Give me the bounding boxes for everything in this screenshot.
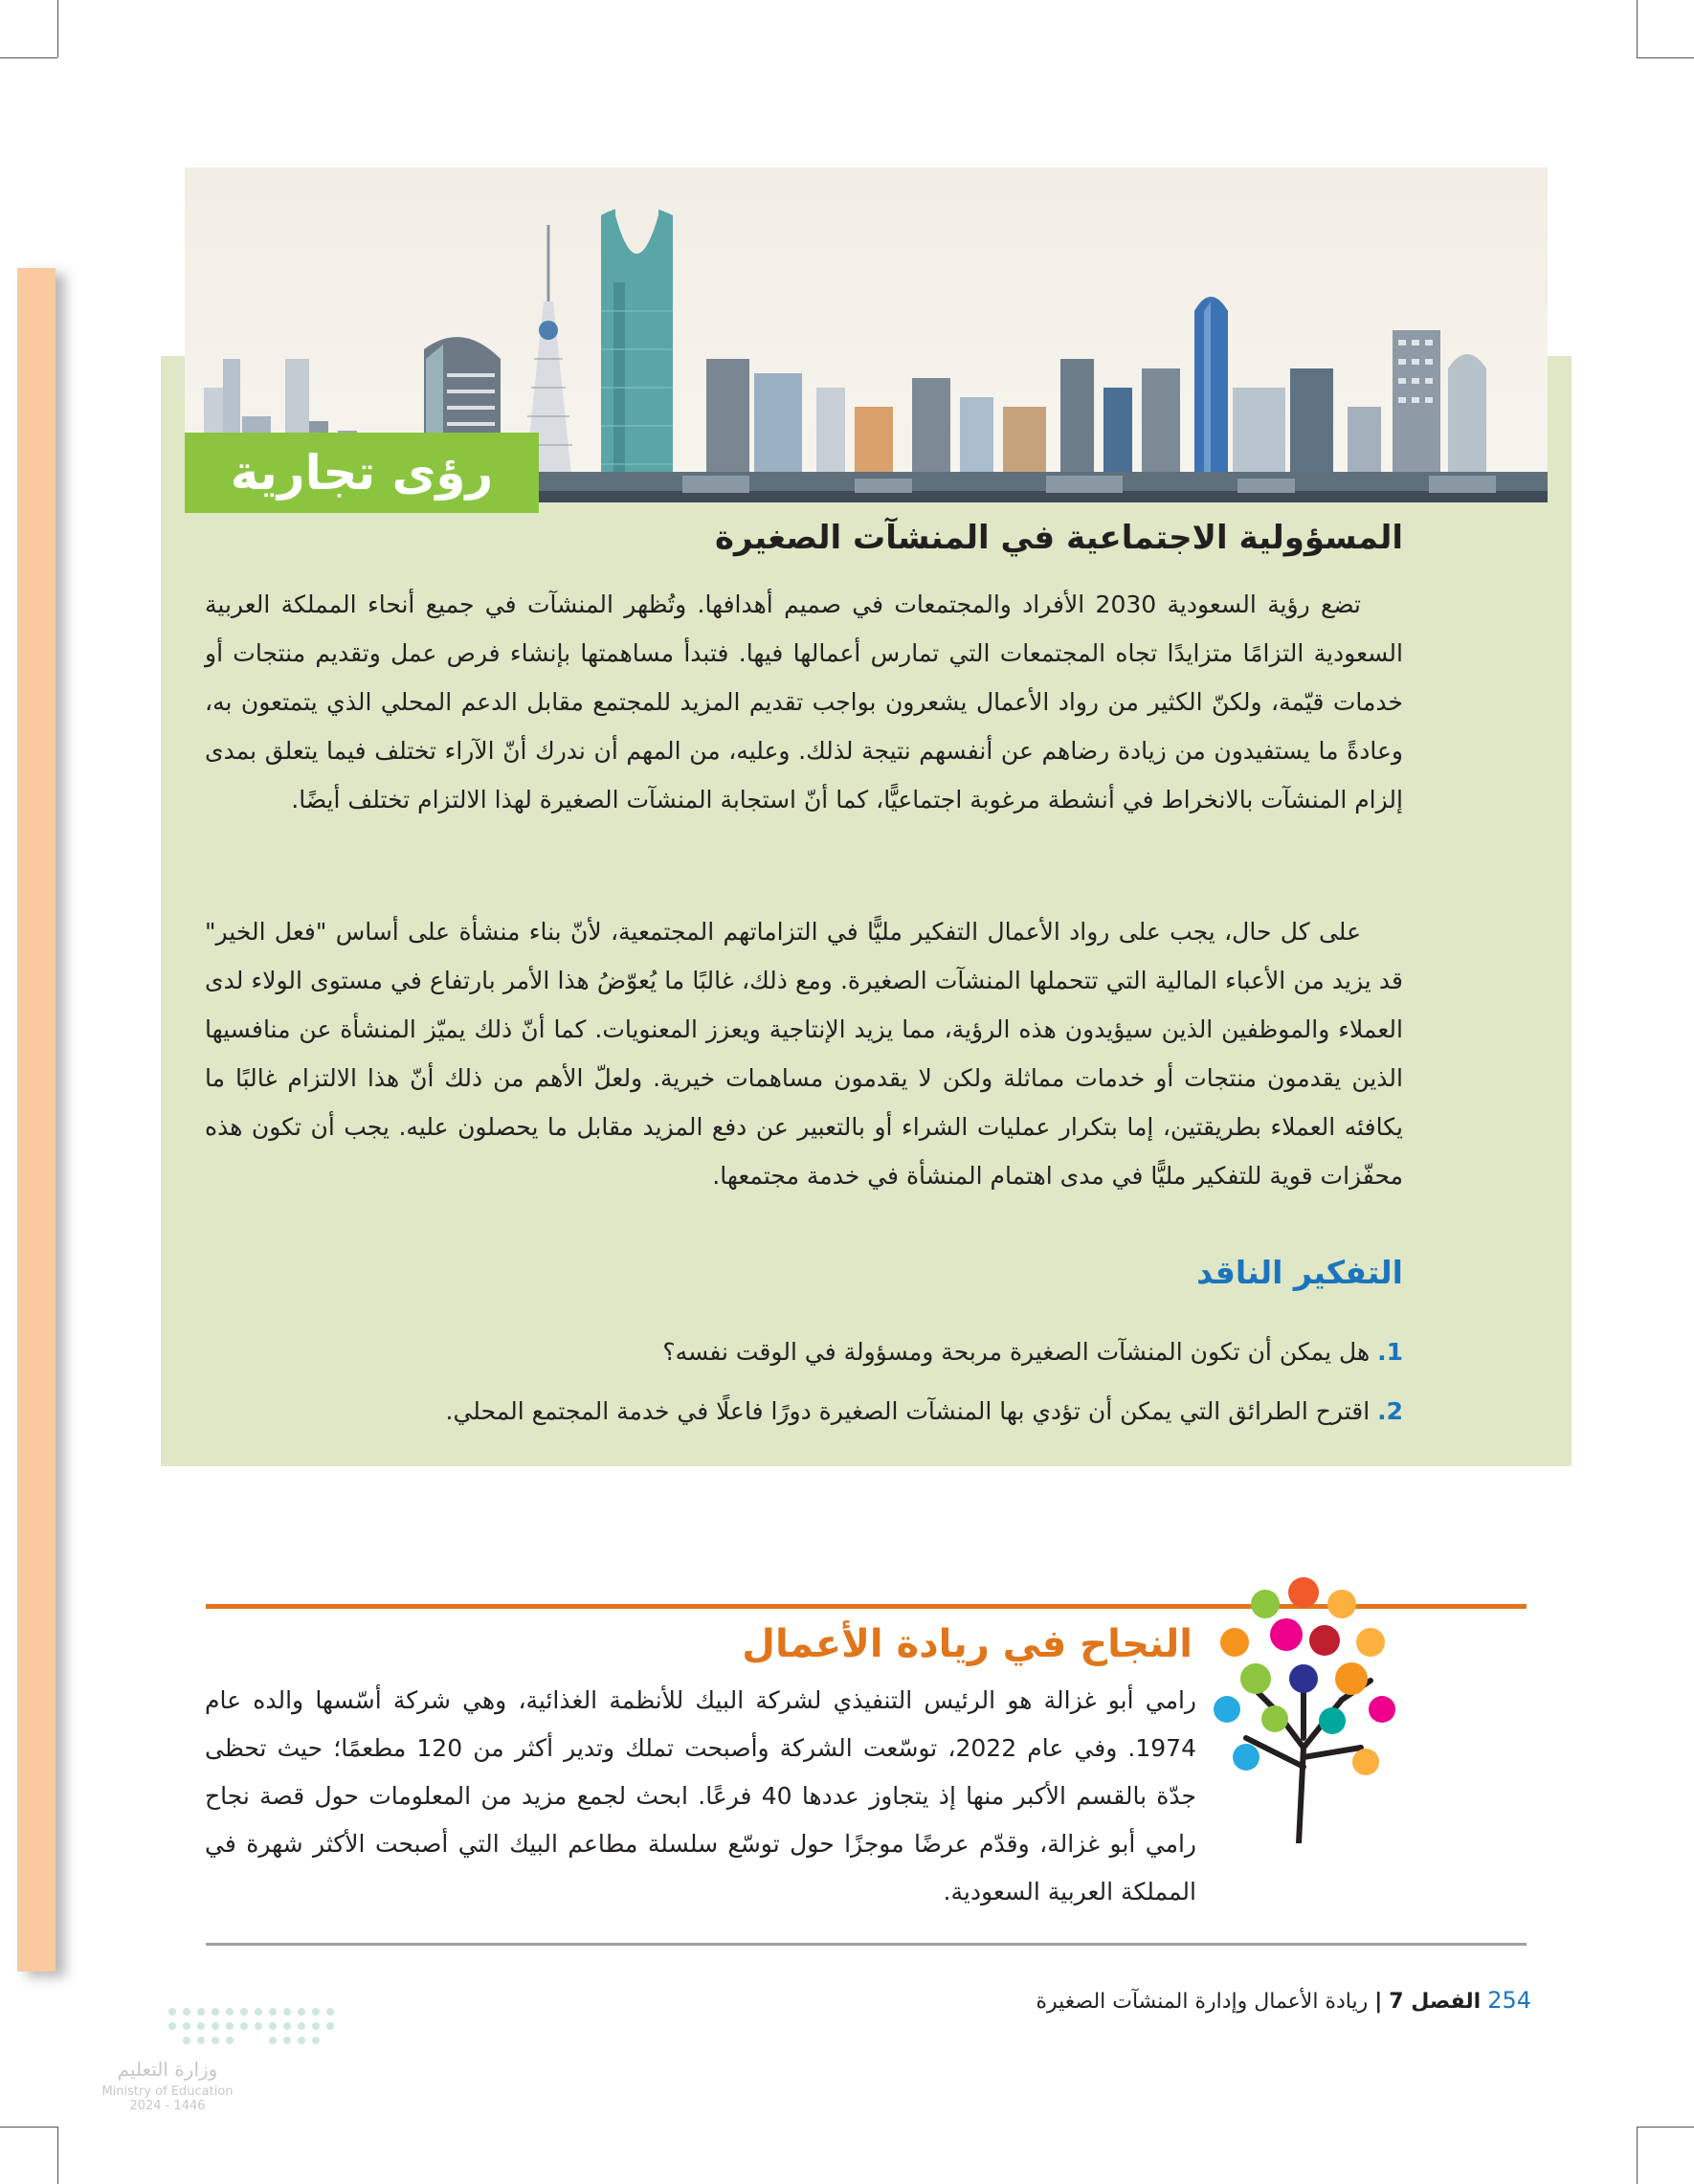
crop-mark: [1637, 2127, 1694, 2128]
critical-thinking-heading: التفكير الناقد: [1196, 1254, 1403, 1291]
ministry-years: 2024 - 1446: [129, 2099, 206, 2113]
article-paragraph-2: [205, 907, 1403, 1200]
lightbulb-tree-illustration: [1208, 1566, 1399, 1843]
critical-thinking-question-2: [255, 1388, 1403, 1436]
crop-mark: [57, 0, 58, 57]
crop-mark: [0, 57, 57, 58]
article-paragraph-1-text: تضع رؤية السعودية 2030 الأفراد والمجتمعات في صميم أهدافها. وتُظهر المنشآت في جميع أنحاء المملكة العربية السعودية التزامًا متزايدًا تجاه المجتمعات التي تمارس أعمالها فيها. فتبدأ مساهمتها بإنشاء فرص عمل وتقديم منتجات أو خدمات قيّمة، ولكنّ الكثير من رواد الأعمال يشعرون بواجب تقديم المزيد للمجتمع مقابل الدعم المحلي الذي يتمتعون به، وعادةً ما يستفيدون من زيادة رضاهم عن أنفسهم نتيجة لذلك. وعليه، من المهم أن ندرك أنّ الآراء تختلف فيما يتعلق بمدى إلزام المنشآت بالانخراط في أنشطة مرغوبة اجتماعيًّا، كما أنّ استجابة المنشآت الصغيرة لهذا الالتزام تختلف أيضًا.: [205, 591, 1403, 813]
question-text: هل يمكن أن تكون المنشآت الصغيرة مربحة ومسؤولة في الوقت نفسه؟: [662, 1338, 1371, 1366]
ministry-name-english: [81, 2084, 254, 2113]
success-story-text: رامي أبو غزالة هو الرئيس التنفيذي لشركة البيك للأنظمة الغذائية، وهي شركة أسّسها والده عام 1974. وفي عام 2022، توسّعت الشركة وأصبحت تملك وتدير أكثر من 120 مطعمًا؛ حيث تحظى جدّة بالقسم الأكبر منها إذ يتجاوز عددها 40 فرعًا. ابحث لجمع مزيد من المعلومات حول قصة نجاح رامي أبو غزالة، وقدّم عرضًا موجزًا حول توسّع سلسلة مطاعم البيك التي أصبحت الأكثر شهرة في المملكة العربية السعودية.: [205, 1686, 1196, 1905]
ministry-name-english-text: Ministry of Education: [101, 2084, 234, 2099]
critical-thinking-question-1: [255, 1328, 1403, 1376]
crop-mark: [1637, 2127, 1638, 2184]
crop-mark: [57, 2127, 58, 2184]
article-paragraph-2-text: على كل حال، يجب على رواد الأعمال التفكير مليًّا في التزاماتهم المجتمعية، لأنّ بناء منشأة على أساس "فعل الخير" قد يزيد من الأعباء المالية التي تتحملها المنشآت الصغيرة. ومع ذلك، غالبًا ما يُعوّضُ هذا الأمر بارتفاع في مستوى الولاء لدى العملاء والموظفين الذين سيؤيدون هذه الرؤية، مما يزيد الإنتاجية ويعزز المعنويات. كما أنّ ذلك يميّز المنشأة عن منافسيها الذين يقدمون منتجات أو خدمات مماثلة ولكن لا يقدمون مساهمات خيرية. ولعلّ الأهم من ذلك أنّ هذا الالتزام غالبًا ما يكافئه العملاء بطريقتين، إما بتكرار عمليات الشراء أو بالتعبير عن دفع المزيد مقابل ما يحصلون عليه. يجب أن تكون هذه محفّزات قوية للتفكير مليًّا في مدى اهتمام المنشأة في خدمة مجتمعها.: [205, 918, 1403, 1190]
chapter-label: الفصل 7: [1389, 1990, 1482, 2014]
success-heading: النجاح في ريادة الأعمال: [742, 1622, 1192, 1666]
side-decoration-bar: [17, 268, 56, 1972]
page-footer: [1036, 1981, 1531, 2021]
article-paragraph-1: [205, 580, 1403, 824]
footer-separator: |: [1374, 1990, 1383, 2014]
section-tag-business-insights: رؤى تجارية: [185, 433, 539, 513]
question-number: 1.: [1377, 1338, 1403, 1366]
success-bottom-rule: [206, 1943, 1527, 1946]
chapter-title: ريادة الأعمال وإدارة المنشآت الصغيرة: [1036, 1990, 1369, 2014]
ministry-name-arabic: وزارة التعليم: [117, 2058, 218, 2081]
question-number: 2.: [1377, 1397, 1403, 1425]
crop-mark: [0, 2127, 57, 2128]
page-number: 254: [1487, 1987, 1531, 2014]
article-title: المسؤولية الاجتماعية في المنشآت الصغيرة: [714, 519, 1403, 557]
crop-mark: [1637, 57, 1694, 58]
crop-mark: [1637, 0, 1638, 57]
question-text: اقترح الطرائق التي يمكن أن تؤدي بها المنشآت الصغيرة دورًا فاعلًا في خدمة المجتمع المحلي.: [445, 1397, 1371, 1425]
